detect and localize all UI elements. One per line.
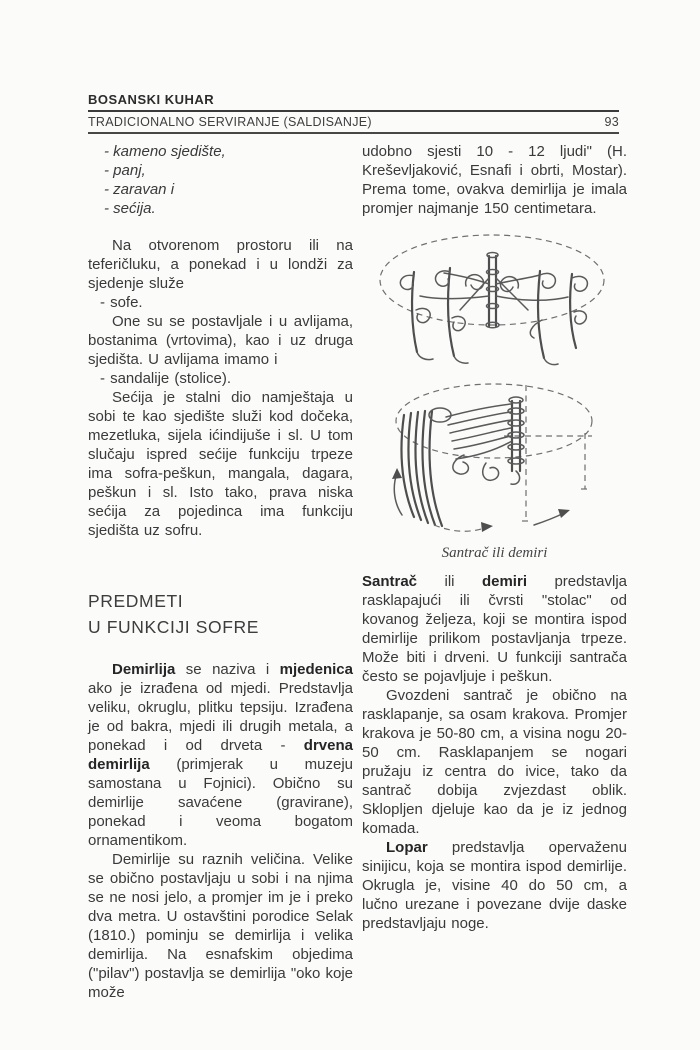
chapter-row xyxy=(88,112,619,134)
section-heading-line1: PREDMETI xyxy=(88,591,184,611)
page-header xyxy=(88,92,619,134)
para-gvozdeni: Gvozdeni santrač je obično na rasklapanje, sa osam krakova. Promjer krakova je 50-80 cm, a visina nogu 20-50 cm. Rasklapanjem se nogari pružaju iz centra do ivice, tako da santrač dobija zvjezdast oblik. Sklopljen djeluje kao da je iz jednog komada. xyxy=(362,687,627,837)
book-title: BOSANSKI KUHAR xyxy=(88,92,619,112)
para-open-air: Na otvorenom prostoru ili na teferičluku, a ponekad i u londži za sjedenje služe xyxy=(88,237,353,292)
para-secija: Sećija je stalni dio namještaja u sobi te kao sjedište služi kod dočeka, mezetluka, sijela ićindijuše i sl. U tom slučaju ispred sećije funkciju trpeze ima sofra-peškun, mangala, dagara, peškun i sl. Isto tako, prava niska sećija za pojedinca ima funkciju sjedišta uz sofru. xyxy=(88,389,353,539)
right-column xyxy=(362,142,627,933)
para-lopar: Lopar predstavlja opervaženu sinijicu, koja se montira ispod demirlije. Okrugla je, visine 40 do 50 cm, a lučno urezane i povezane dvije daske predstavljaju noge. xyxy=(362,839,627,932)
list-item: - kameno sjedište, xyxy=(104,143,226,160)
para-demirlija: Demirlija se naziva i mjedenica ako je izrađena od mjedi. Predstavlja veliku, okruglu, plitku tepsiju. Izrađena je od bakra, mjedi ili drugih metala, a ponekad i od drveta - drvena demirlija (primjerak u muzeju samostana u Fojnici). Obično su demirlije savaćene (gravirane), ponekad i veoma bogatom ornamentikom. xyxy=(88,661,353,849)
list-item: - sećija. xyxy=(104,200,156,217)
figure-caption: Santrač ili demiri xyxy=(441,545,548,561)
left-column xyxy=(88,142,353,1002)
seat-list xyxy=(88,142,353,218)
list-item: - panj, xyxy=(104,162,146,179)
para-udobno: udobno sjesti 10 - 12 ljudi" (H. Kreševljaković, Esnafi i obrti, Mostar). Prema tome, ovakva demirlija je imala promjer najmanje 150 centimetara. xyxy=(362,143,627,217)
para-demirlije-sizes: Demirlije su raznih veličina. Velike se obično postavljaju u sobi i na njima se ne nosi jelo, a promjer im je i preko dva metra. U ostavštini porodice Selak (1810.) pominju se demirlija i velika demirlija. Na esnafskim objedima ("pilav") postavlja se demirlija "oko koje može xyxy=(88,851,353,1001)
section-heading-line2: U FUNKCIJI SOFRE xyxy=(88,617,259,637)
list-item-sofe: - sofe. xyxy=(100,294,143,311)
santrac-open-figure xyxy=(370,226,627,371)
list-item: - zaravan i xyxy=(104,181,175,198)
para-avlije: One su se postavljale i u avlijama, bostanima (vrtovima), kao i uz druga sjedišta. U avlijama imamo i xyxy=(88,313,353,368)
chapter-title: TRADICIONALNO SERVIRANJE (SALDISANJE) xyxy=(88,115,372,129)
para-santrac: Santrač ili demiri predstavlja rasklapajući ili čvrsti "stolac" od kovanog željeza, koji se montira ispod demirlije prilikom postavljanja trpeze. Može biti i drveni. U funkciji santrača često se pojavljuje i peškun. xyxy=(362,573,627,685)
section-heading xyxy=(88,588,353,640)
santrac-folded-drawing xyxy=(374,375,614,537)
santrac-open-drawing xyxy=(370,226,618,366)
list-item-sandalije: - sandalije (stolice). xyxy=(100,370,232,387)
santrac-folded-figure xyxy=(374,375,627,542)
page-number: 93 xyxy=(604,115,619,129)
